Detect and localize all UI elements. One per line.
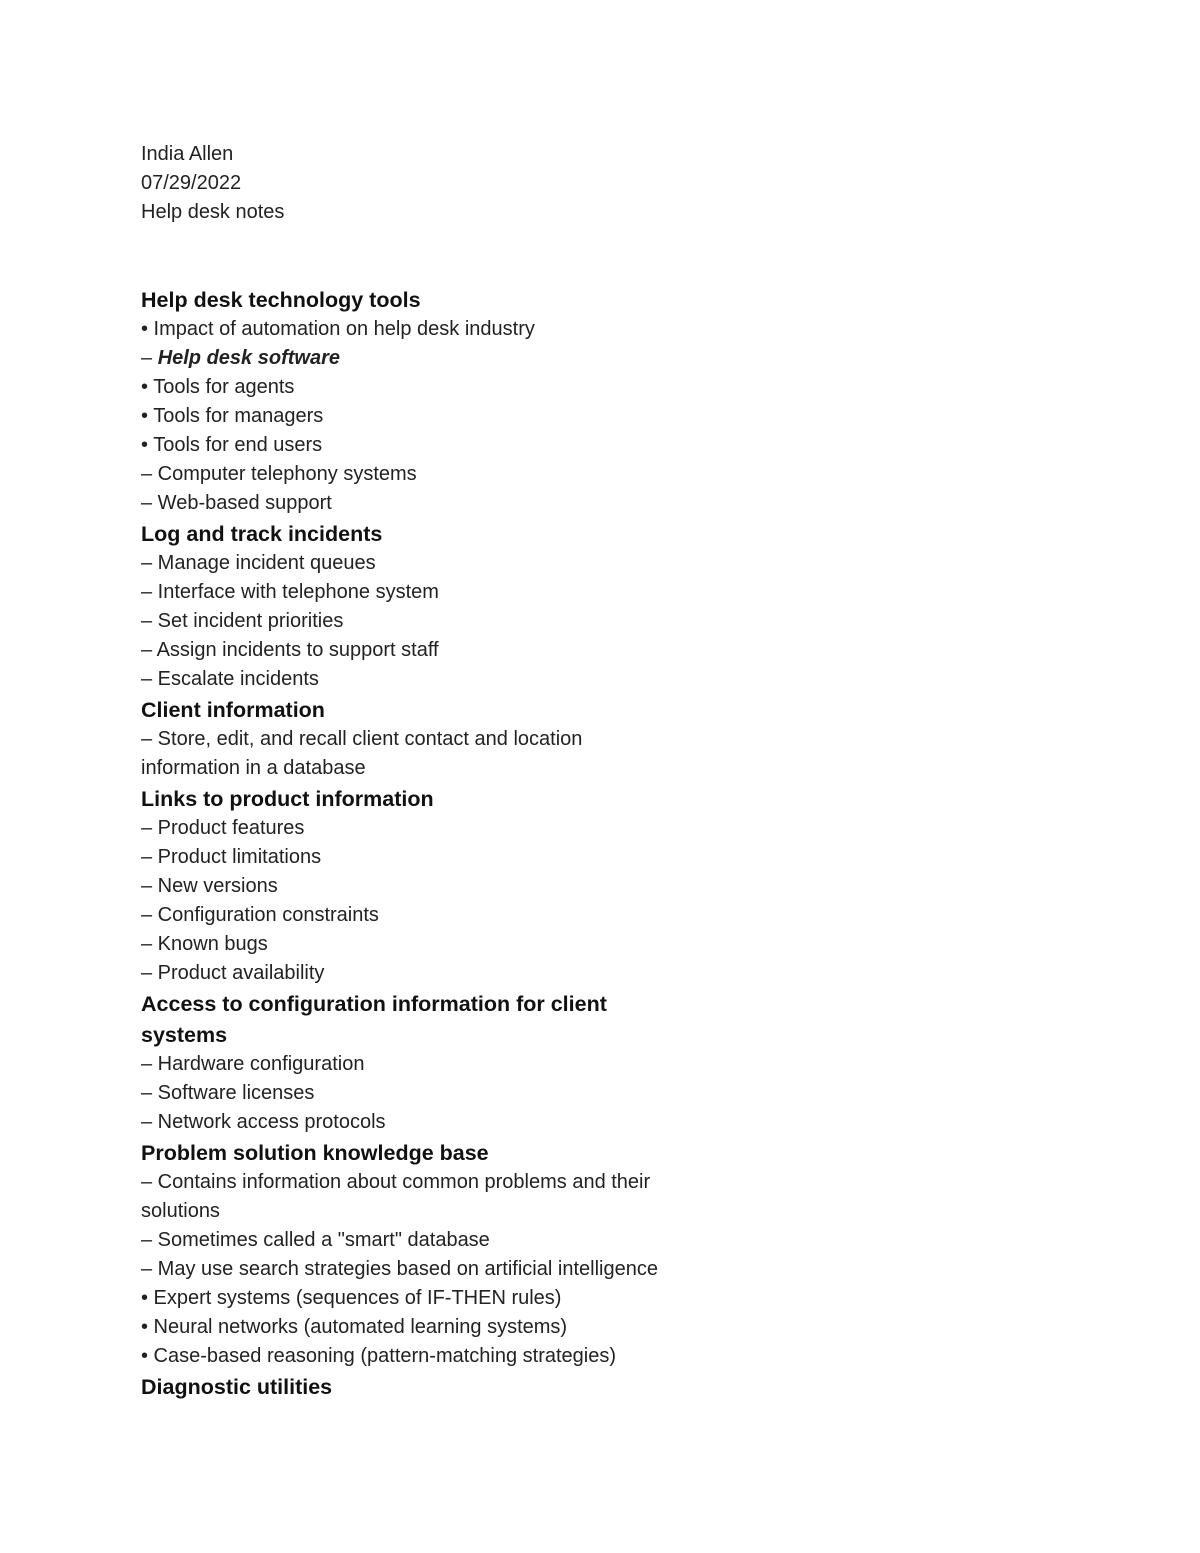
list-item: – Manage incident queues — [141, 552, 376, 574]
list-item: – Sometimes called a "smart" database — [141, 1229, 490, 1251]
list-item: – Product limitations — [141, 846, 322, 868]
list-item: – Contains information about common problems and their — [141, 1171, 651, 1193]
list-item: – May use search strategies based on artificial intelligence — [141, 1258, 658, 1280]
section-heading: Links to product information — [141, 787, 434, 811]
list-item: – Escalate incidents — [141, 668, 319, 690]
list-item: – New versions — [141, 875, 278, 897]
list-item: • Tools for managers — [141, 405, 324, 427]
list-item: information in a database — [141, 757, 366, 779]
list-item: – Configuration constraints — [141, 904, 379, 926]
list-item: – Store, edit, and recall client contact and location — [141, 728, 583, 750]
section — [141, 989, 741, 1137]
section-heading: Client information — [141, 698, 325, 722]
item-prefix: – — [141, 347, 158, 369]
section — [141, 1138, 741, 1371]
list-item: • Neural networks (automated learning systems) — [141, 1316, 568, 1338]
list-item: – Software licenses — [141, 1082, 315, 1104]
list-item: – Interface with telephone system — [141, 581, 439, 603]
list-item: – Computer telephony systems — [141, 463, 417, 485]
section — [141, 519, 741, 694]
section-heading-continuation: systems — [141, 1023, 228, 1047]
section — [141, 695, 741, 783]
document-title: Help desk notes — [141, 201, 285, 223]
spacer — [141, 227, 741, 284]
list-item: • Impact of automation on help desk industry — [141, 318, 535, 340]
section-heading: Log and track incidents — [141, 522, 383, 546]
document-date: 07/29/2022 — [141, 172, 242, 194]
list-item: • Tools for end users — [141, 434, 323, 456]
document-page — [141, 140, 741, 1402]
list-item: – Web-based support — [141, 492, 332, 514]
list-item: – Network access protocols — [141, 1111, 386, 1133]
list-item: – Hardware configuration — [141, 1053, 365, 1075]
list-item: • Expert systems (sequences of IF-THEN rules) — [141, 1287, 562, 1309]
list-item: – Assign incidents to support staff — [141, 639, 439, 661]
emphasized-text: Help desk software — [157, 347, 340, 369]
list-item: – Product features — [141, 817, 305, 839]
section-heading: Help desk technology tools — [141, 288, 421, 312]
list-item: – Set incident priorities — [141, 610, 344, 632]
section — [141, 285, 741, 518]
list-item — [141, 344, 741, 373]
list-item: – Product availability — [141, 962, 325, 984]
section-heading: Diagnostic utilities — [141, 1375, 333, 1399]
author-name: India Allen — [141, 143, 234, 165]
list-item: – Known bugs — [141, 933, 268, 955]
section — [141, 784, 741, 988]
list-item: solutions — [141, 1200, 220, 1222]
list-item: • Case-based reasoning (pattern-matching strategies) — [141, 1345, 617, 1367]
section — [141, 1372, 741, 1402]
list-item: • Tools for agents — [141, 376, 295, 398]
section-heading: Access to configuration information for client — [141, 992, 607, 1016]
section-heading: Problem solution knowledge base — [141, 1141, 489, 1165]
